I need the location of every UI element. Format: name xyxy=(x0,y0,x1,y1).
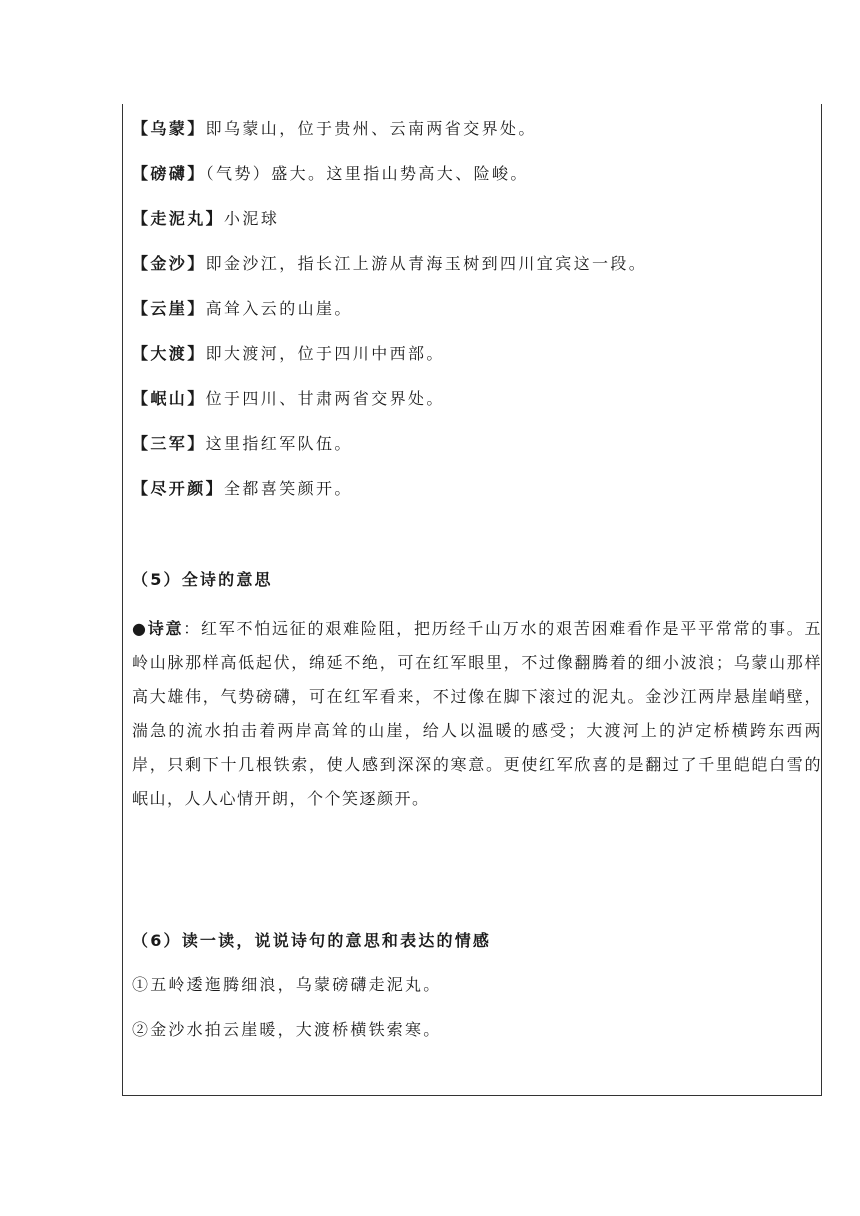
glossary-term: 【磅礴】 xyxy=(132,164,206,183)
glossary-definition: 小泥球 xyxy=(224,209,280,228)
glossary-item xyxy=(132,434,353,454)
glossary-definition: 这里指红军队伍。 xyxy=(205,434,353,453)
glossary-definition: 即乌蒙山，位于贵州、云南两省交界处。 xyxy=(205,119,537,138)
glossary-term: 【岷山】 xyxy=(132,389,206,408)
glossary-item xyxy=(132,479,353,499)
glossary-definition: 高耸入云的山崖。 xyxy=(205,299,353,318)
poem-meaning-label: ●诗意 xyxy=(132,619,184,638)
glossary-item xyxy=(132,164,529,184)
glossary-definition: 即金沙江，指长江上游从青海玉树到四川宜宾这一段。 xyxy=(205,254,648,273)
glossary-item xyxy=(132,209,279,229)
glossary-item xyxy=(132,119,537,139)
glossary-item xyxy=(132,299,353,319)
glossary-term: 【三军】 xyxy=(132,434,206,453)
glossary-item xyxy=(132,389,445,409)
glossary-term: 【大渡】 xyxy=(132,344,206,363)
poem-line-1: ①五岭逶迤腾细浪，乌蒙磅礴走泥丸。 xyxy=(132,975,442,994)
glossary-definition: （气势）盛大。这里指山势高大、险峻。 xyxy=(205,164,529,183)
glossary-definition: 全都喜笑颜开。 xyxy=(224,479,353,498)
glossary-item xyxy=(132,344,445,364)
glossary-term: 【走泥丸】 xyxy=(132,209,225,228)
glossary-term: 【金沙】 xyxy=(132,254,206,273)
poem-meaning-paragraph xyxy=(132,612,822,816)
poem-meaning-text: ：红军不怕远征的艰难险阻，把历经千山万水的艰苦困难看作是平平常常的事。五岭山脉那样高低起伏，绵延不绝，可在红军眼里，不过像翻腾着的细小波浪；乌蒙山那样高大雄伟，气势磅礴，可在红军看来，不过像在脚下滚过的泥丸。金沙江两岸悬崖峭壁，湍急的流水拍击着两岸高耸的山崖，给人以温暖的感受；大渡河上的泸定桥横跨东西两岸，只剩下十几根铁索，使人感到深深的寒意。更使红军欣喜的是翻过了千里皑皑白雪的岷山，人人心情开朗，个个笑逐颜开。 xyxy=(132,619,822,808)
section-6-heading: （6）读一读，说说诗句的意思和表达的情感 xyxy=(132,931,492,950)
section-5-heading: （5）全诗的意思 xyxy=(132,570,273,589)
glossary-term: 【云崖】 xyxy=(132,299,206,318)
glossary-definition: 即大渡河，位于四川中西部。 xyxy=(205,344,445,363)
glossary-term: 【乌蒙】 xyxy=(132,119,206,138)
glossary-item xyxy=(132,254,647,274)
glossary-definition: 位于四川、甘肃两省交界处。 xyxy=(205,389,445,408)
poem-line-2: ②金沙水拍云崖暖，大渡桥横铁索寒。 xyxy=(132,1020,442,1039)
glossary-term: 【尽开颜】 xyxy=(132,479,225,498)
